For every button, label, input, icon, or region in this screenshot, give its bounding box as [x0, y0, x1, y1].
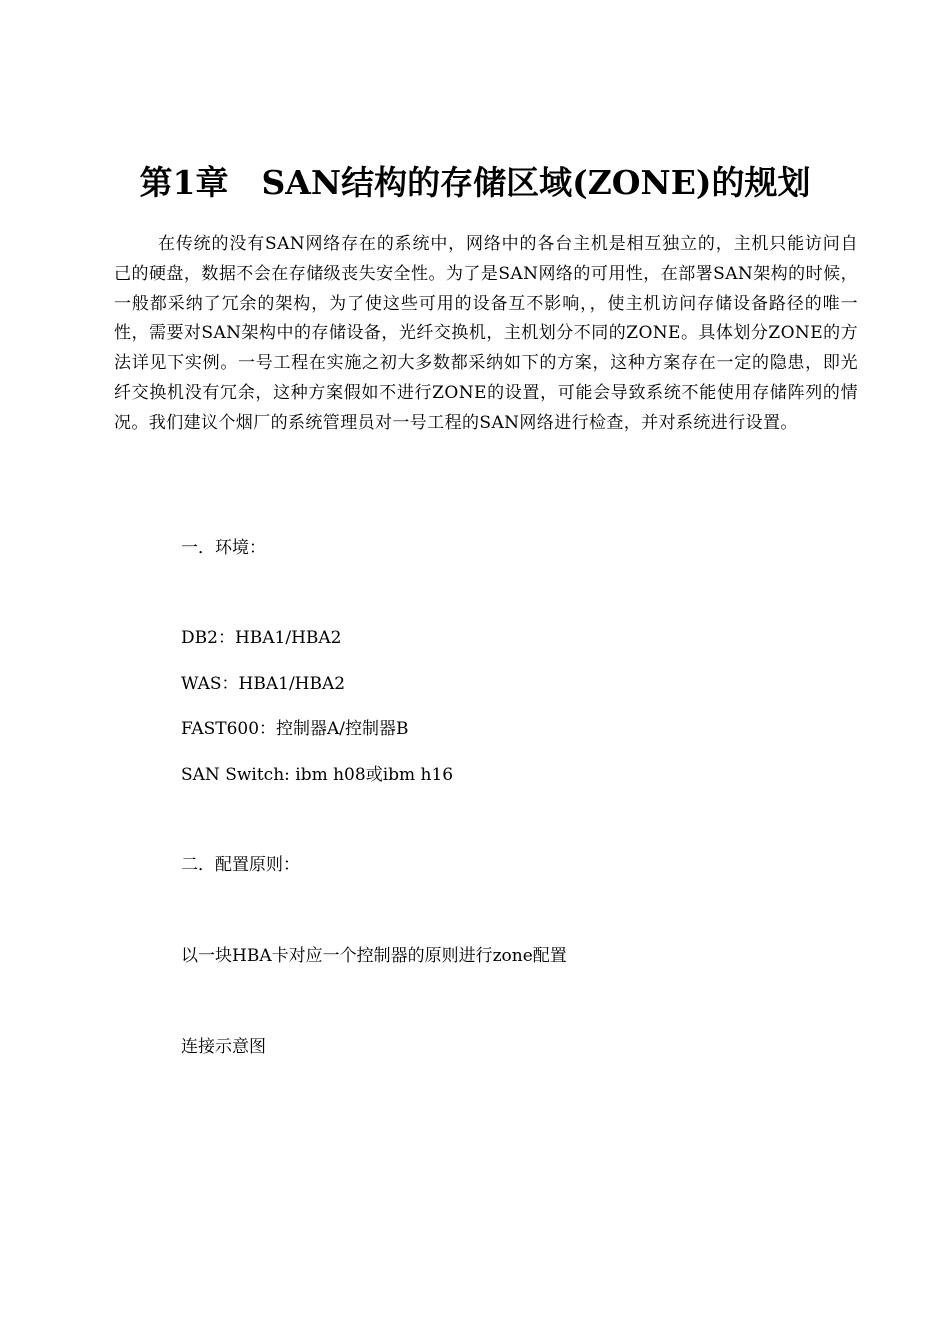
chapter-title: 第1章 SAN结构的存储区域(ZONE)的规划 [139, 163, 811, 202]
env-item-db2: DB2：HBA1/HBA2 [181, 628, 342, 648]
env-item-was: WAS：HBA1/HBA2 [181, 674, 346, 694]
intro-paragraph: 在传统的没有SAN网络存在的系统中，网络中的各台主机是相互独立的，主机只能访问自己的硬盘，数据不会在存储级丧失安全性。为了是SAN网络的可用性，在部署SAN架构的时候，一般都采纳了冗余的架构，为了使这些可用的设备互不影响，，使主机访问存储设备路径的唯一性，需要对SAN架构中的存储设备，光纤交换机，主机划分不同的ZONE。具体划分ZONE的方法详见下实例。一号工程在实施之初大多数都采纳如下的方案，这种方案存在一定的隐患，即光纤交换机没有冗余，这种方案假如不进行ZONE的设置，可能会导致系统不能使用存储阵列的情况。我们建议个烟厂的系统管理员对一号工程的SAN网络进行检查，并对系统进行设置。 [114, 234, 858, 433]
env-item-san-switch: SAN Switch: ibm h08或ibm h16 [181, 765, 454, 785]
diagram-caption: 连接示意图 [181, 1037, 266, 1057]
section-heading-principle: 二．配置原则： [181, 855, 300, 875]
section-heading-environment: 一．环境： [181, 538, 266, 558]
principle-text: 以一块HBA卡对应一个控制器的原则进行zone配置 [181, 946, 567, 966]
env-item-fast600: FAST600：控制器A/控制器B [181, 719, 409, 739]
